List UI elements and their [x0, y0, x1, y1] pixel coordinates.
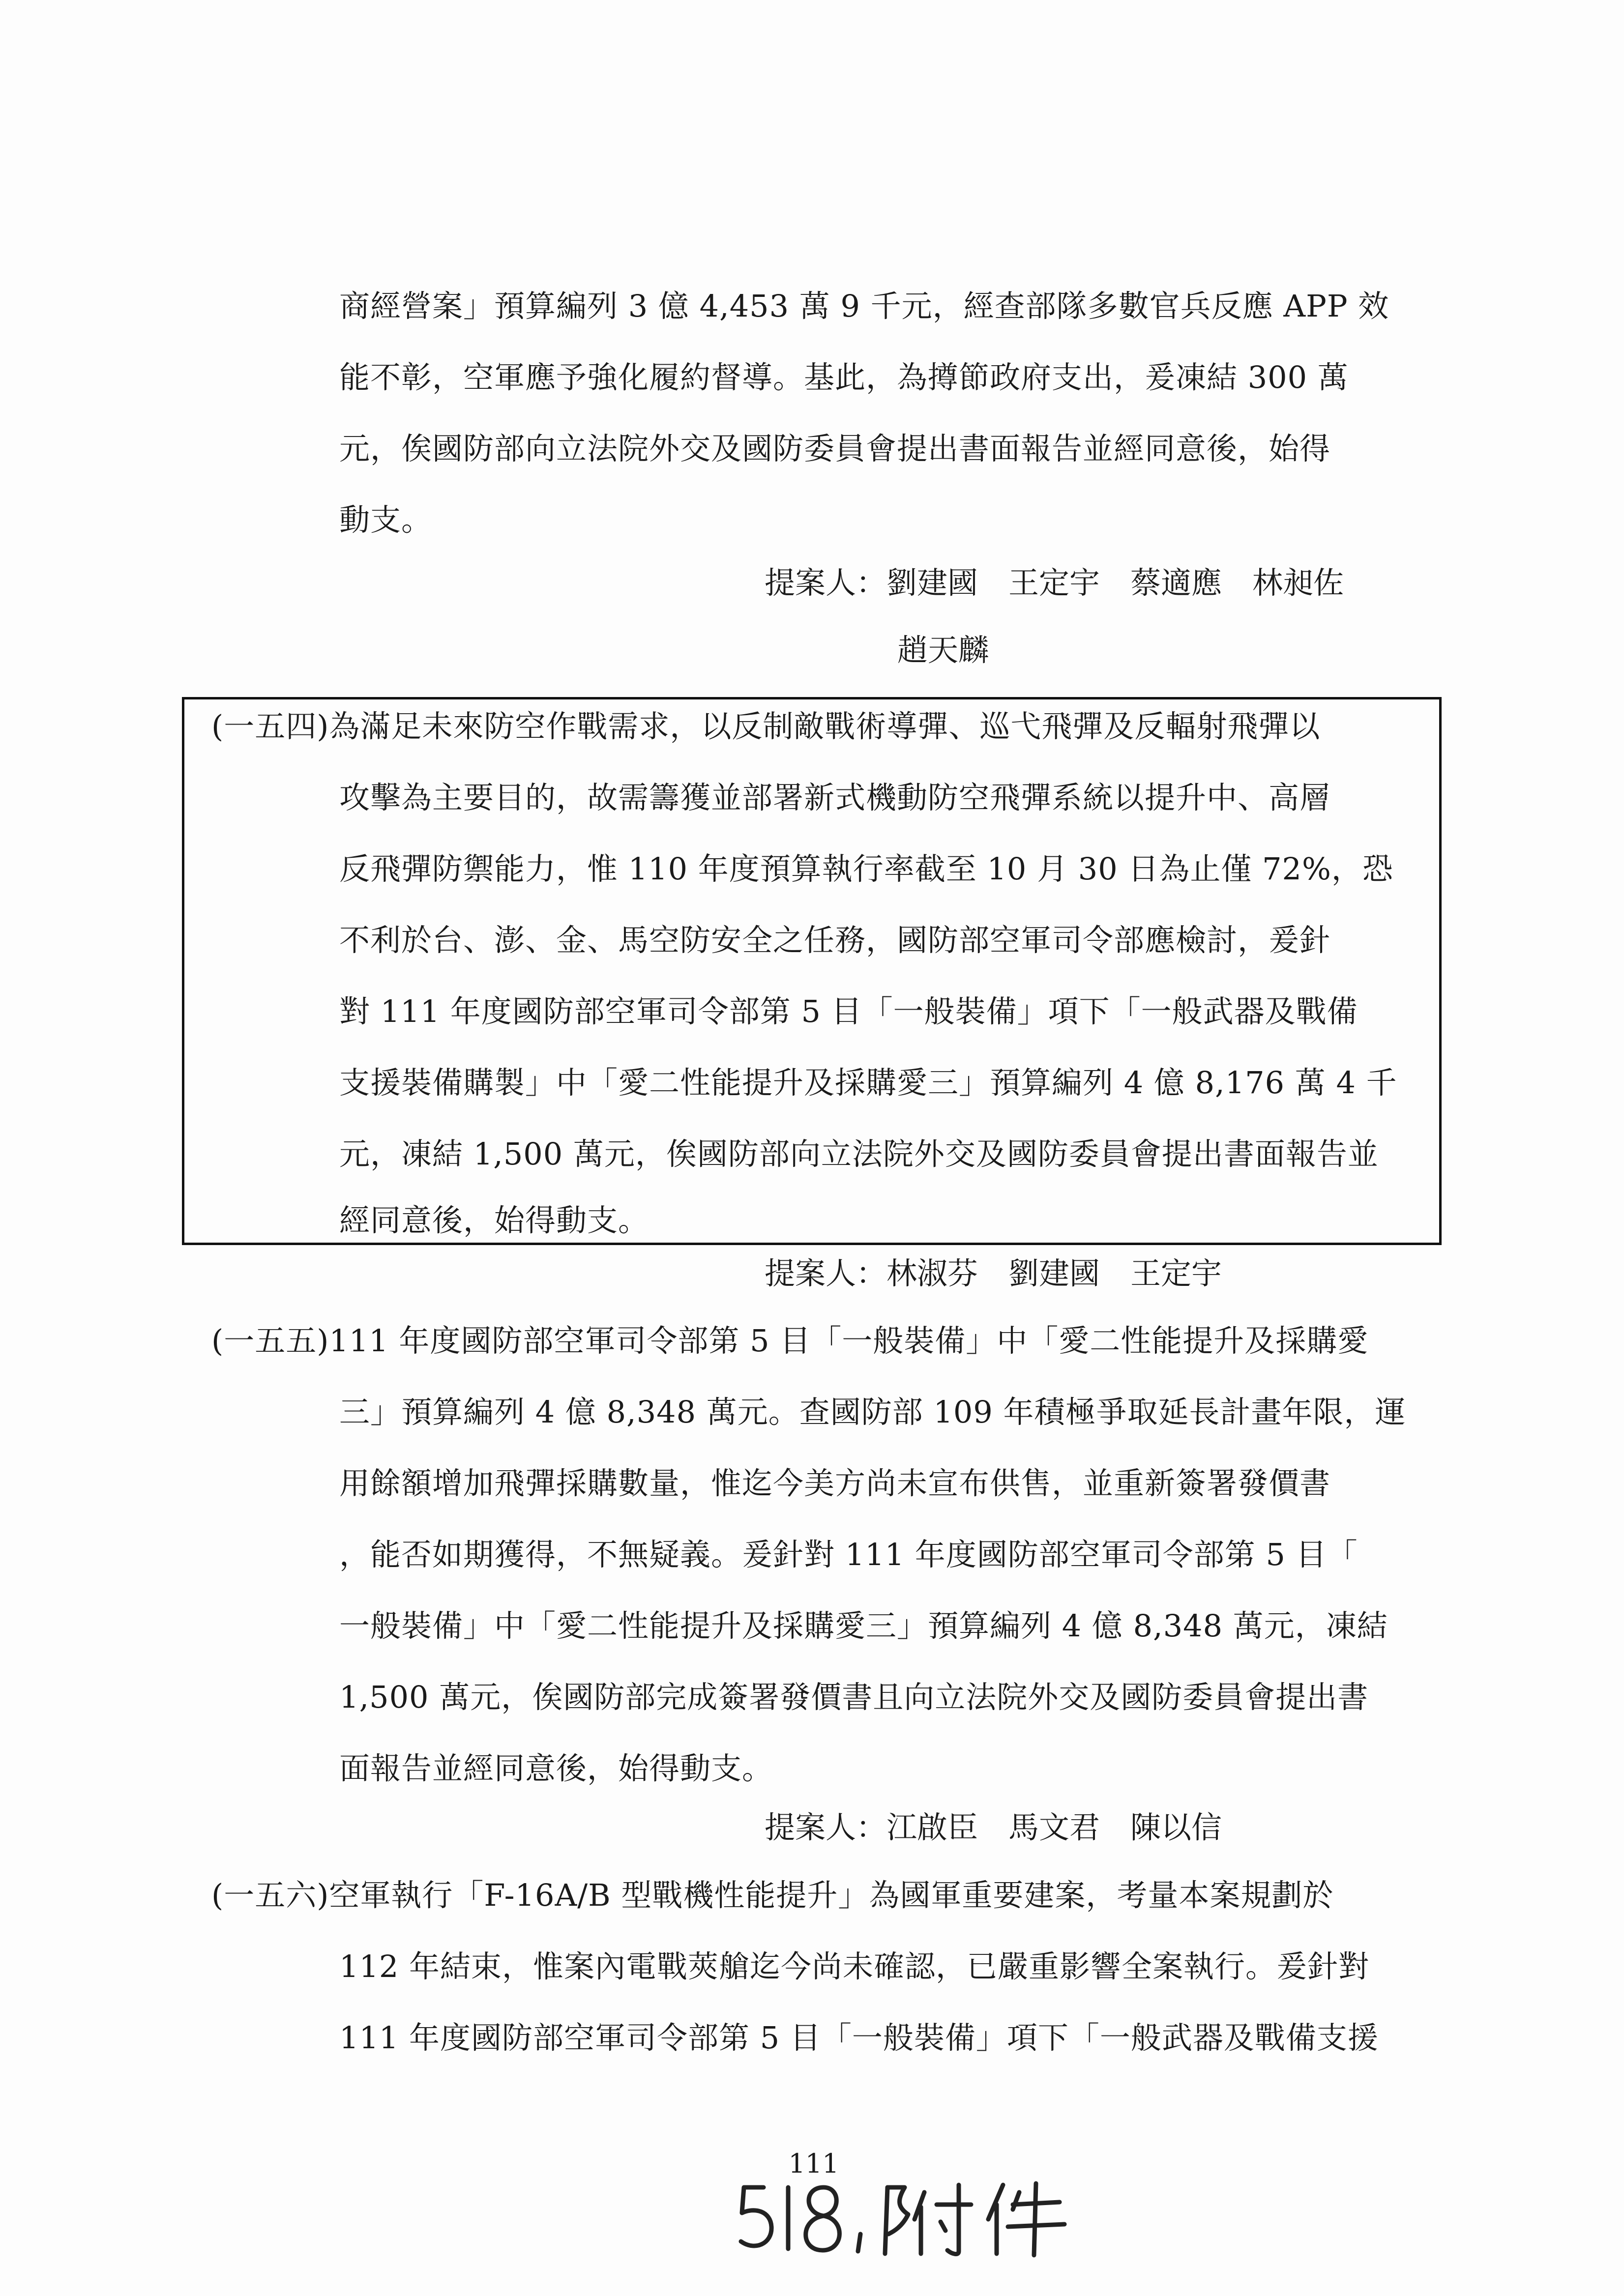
proposer-line: 提案人：林淑芬 劉建國 王定宇: [765, 1255, 1222, 1291]
text-line: 112 年結束，惟案內電戰莢艙迄今尚未確認，已嚴重影響全案執行。爰針對: [339, 1948, 1370, 1984]
text-line: 經同意後，始得動支。: [339, 1202, 650, 1238]
text-line: 能不彰，空軍應予強化履約督導。基此，為撙節政府支出，爰凍結 300 萬: [339, 359, 1349, 395]
proposer-line: 提案人：江啟臣 馬文君 陳以信: [765, 1809, 1222, 1845]
proposer-line: 提案人：劉建國 王定宇 蔡適應 林昶佐: [765, 565, 1344, 601]
text-line: 面報告並經同意後，始得動支。: [339, 1750, 773, 1786]
proposer-line: 趙天麟: [897, 632, 989, 668]
text-line: 不利於台、澎、金、馬空防安全之任務，國防部空軍司令部應檢討，爰針: [339, 922, 1331, 958]
item-heading-154: (一五四)為滿足未來防空作戰需求，以反制敵戰術導彈、巡弋飛彈及反輻射飛彈以: [211, 708, 1321, 744]
text-line: ，能否如期獲得，不無疑義。爰針對 111 年度國防部空軍司令部第 5 目「: [339, 1537, 1358, 1572]
text-line: 支援裝備購製」中「愛二性能提升及採購愛三」預算編列 4 億 8,176 萬 4 千: [339, 1065, 1397, 1101]
page-number: 111: [788, 2148, 839, 2179]
text-line: 元，凍結 1,500 萬元，俟國防部向立法院外交及國防委員會提出書面報告並: [339, 1136, 1379, 1172]
item-heading-155: (一五五)111 年度國防部空軍司令部第 5 目「一般裝備」中「愛二性能提升及採購愛: [211, 1323, 1369, 1359]
text-line: 一般裝備」中「愛二性能提升及採購愛三」預算編列 4 億 8,348 萬元，凍結: [339, 1608, 1388, 1644]
text-line: 動支。: [339, 502, 433, 538]
text-line: 111 年度國防部空軍司令部第 5 目「一般裝備」項下「一般武器及戰備支援: [339, 2020, 1379, 2056]
text-line: 商經營案」預算編列 3 億 4,453 萬 9 千元，經查部隊多數官兵反應 APP 效: [339, 288, 1389, 324]
text-line: 用餘額增加飛彈採購數量，惟迄今美方尚未宣布供售，並重新簽署發價書: [339, 1465, 1331, 1501]
text-line: 三」預算編列 4 億 8,348 萬元。查國防部 109 年積極爭取延長計畫年限，運: [339, 1394, 1406, 1430]
text-line: 反飛彈防禦能力，惟 110 年度預算執行率截至 10 月 30 日為止僅 72%，恐: [339, 851, 1393, 887]
text-line: 攻擊為主要目的，故需籌獲並部署新式機動防空飛彈系統以提升中、高層: [339, 780, 1331, 815]
handwritten-annotation: [735, 2173, 1079, 2261]
text-line: 1,500 萬元，俟國防部完成簽署發價書且向立法院外交及國防委員會提出書: [339, 1679, 1369, 1715]
text-line: 元，俟國防部向立法院外交及國防委員會提出書面報告並經同意後，始得: [339, 431, 1331, 466]
text-line: 對 111 年度國防部空軍司令部第 5 目「一般裝備」項下「一般武器及戰備: [339, 993, 1358, 1029]
item-heading-156: (一五六)空軍執行「F-16A/B 型戰機性能提升」為國軍重要建案，考量本案規劃於: [211, 1877, 1334, 1913]
